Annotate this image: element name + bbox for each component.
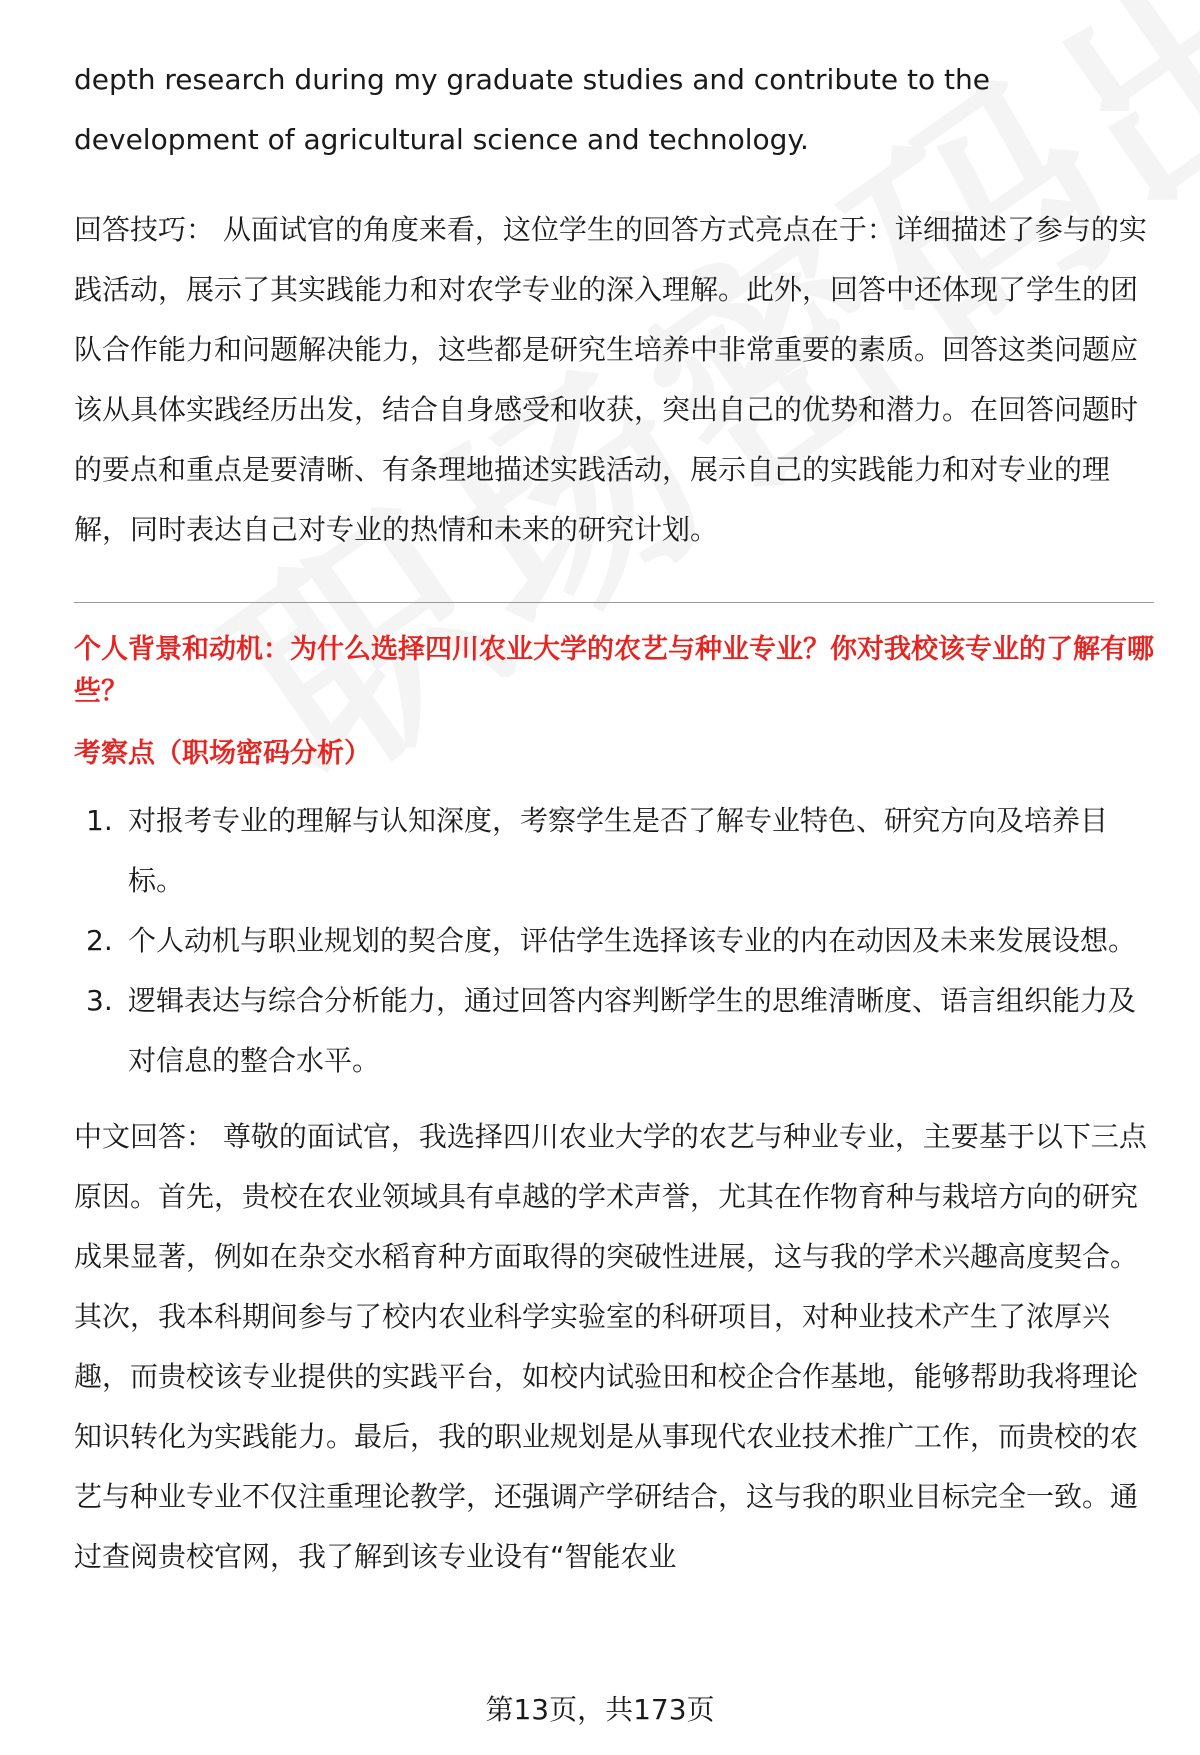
section-divider — [74, 602, 1154, 603]
list-item — [74, 791, 1154, 911]
list-item — [74, 911, 1154, 971]
list-item-number: 1. — [86, 804, 113, 837]
assessment-points-list — [74, 791, 1154, 1091]
list-item-text: 对报考专业的理解与认知深度，考察学生是否了解专业特色、研究方向及培养目标。 — [128, 804, 1109, 897]
list-item-text: 逻辑表达与综合分析能力，通过回答内容判断学生的思维清晰度、语言组织能力及对信息的整合水平。 — [128, 984, 1137, 1077]
intro-paragraph: depth research during my graduate studies and contribute to the development of agricultural science and technology. — [74, 63, 990, 156]
page-content — [74, 50, 1154, 1587]
assessment-points-title: 考察点（职场密码分析） — [74, 738, 371, 769]
answer-tip-paragraph: 回答技巧： 从面试官的角度来看，这位学生的回答方式亮点在于：详细描述了参与的实践活动，展示了其实践能力和对农学专业的深入理解。此外，回答中还体现了学生的团队合作能力和问题解决能力，这些都是研究生培养中非常重要的素质。回答这类问题应该从具体实践经历出发，结合自身感受和收获，突出自己的优势和潜力。在回答问题时的要点和重点是要清晰、有条理地描述实践活动，展示自己的实践能力和对专业的理解，同时表达自己对专业的热情和未来的研究计划。 — [74, 213, 1147, 546]
list-item-number: 2. — [86, 924, 113, 957]
page-number-footer: 第13页，共173页 — [485, 1693, 715, 1726]
chinese-answer-paragraph: 中文回答： 尊敬的面试官，我选择四川农业大学的农艺与种业专业，主要基于以下三点原因。首先，贵校在农业领域具有卓越的学术声誉，尤其在作物育种与栽培方向的研究成果显著，例如在杂交水稻育种方面取得的突破性进展，这与我的学术兴趣高度契合。其次，我本科期间参与了校内农业科学实验室的科研项目，对种业技术产生了浓厚兴趣，而贵校该专业提供的实践平台，如校内试验田和校企合作基地，能够帮助我将理论知识转化为实践能力。最后，我的职业规划是从事现代农业技术推广工作，而贵校的农艺与种业专业不仅注重理论教学，还强调产学研结合，这与我的职业目标完全一致。通过查阅贵校官网，我了解到该专业设有“智能农业 — [74, 1120, 1147, 1573]
question-title: 个人背景和动机：为什么选择四川农业大学的农艺与种业专业？你对我校该专业的了解有哪些？ — [74, 634, 1154, 707]
list-item — [74, 971, 1154, 1091]
list-item-text: 个人动机与职业规划的契合度，评估学生选择该专业的内在动因及未来发展设想。 — [128, 924, 1137, 957]
list-item-number: 3. — [86, 984, 113, 1017]
